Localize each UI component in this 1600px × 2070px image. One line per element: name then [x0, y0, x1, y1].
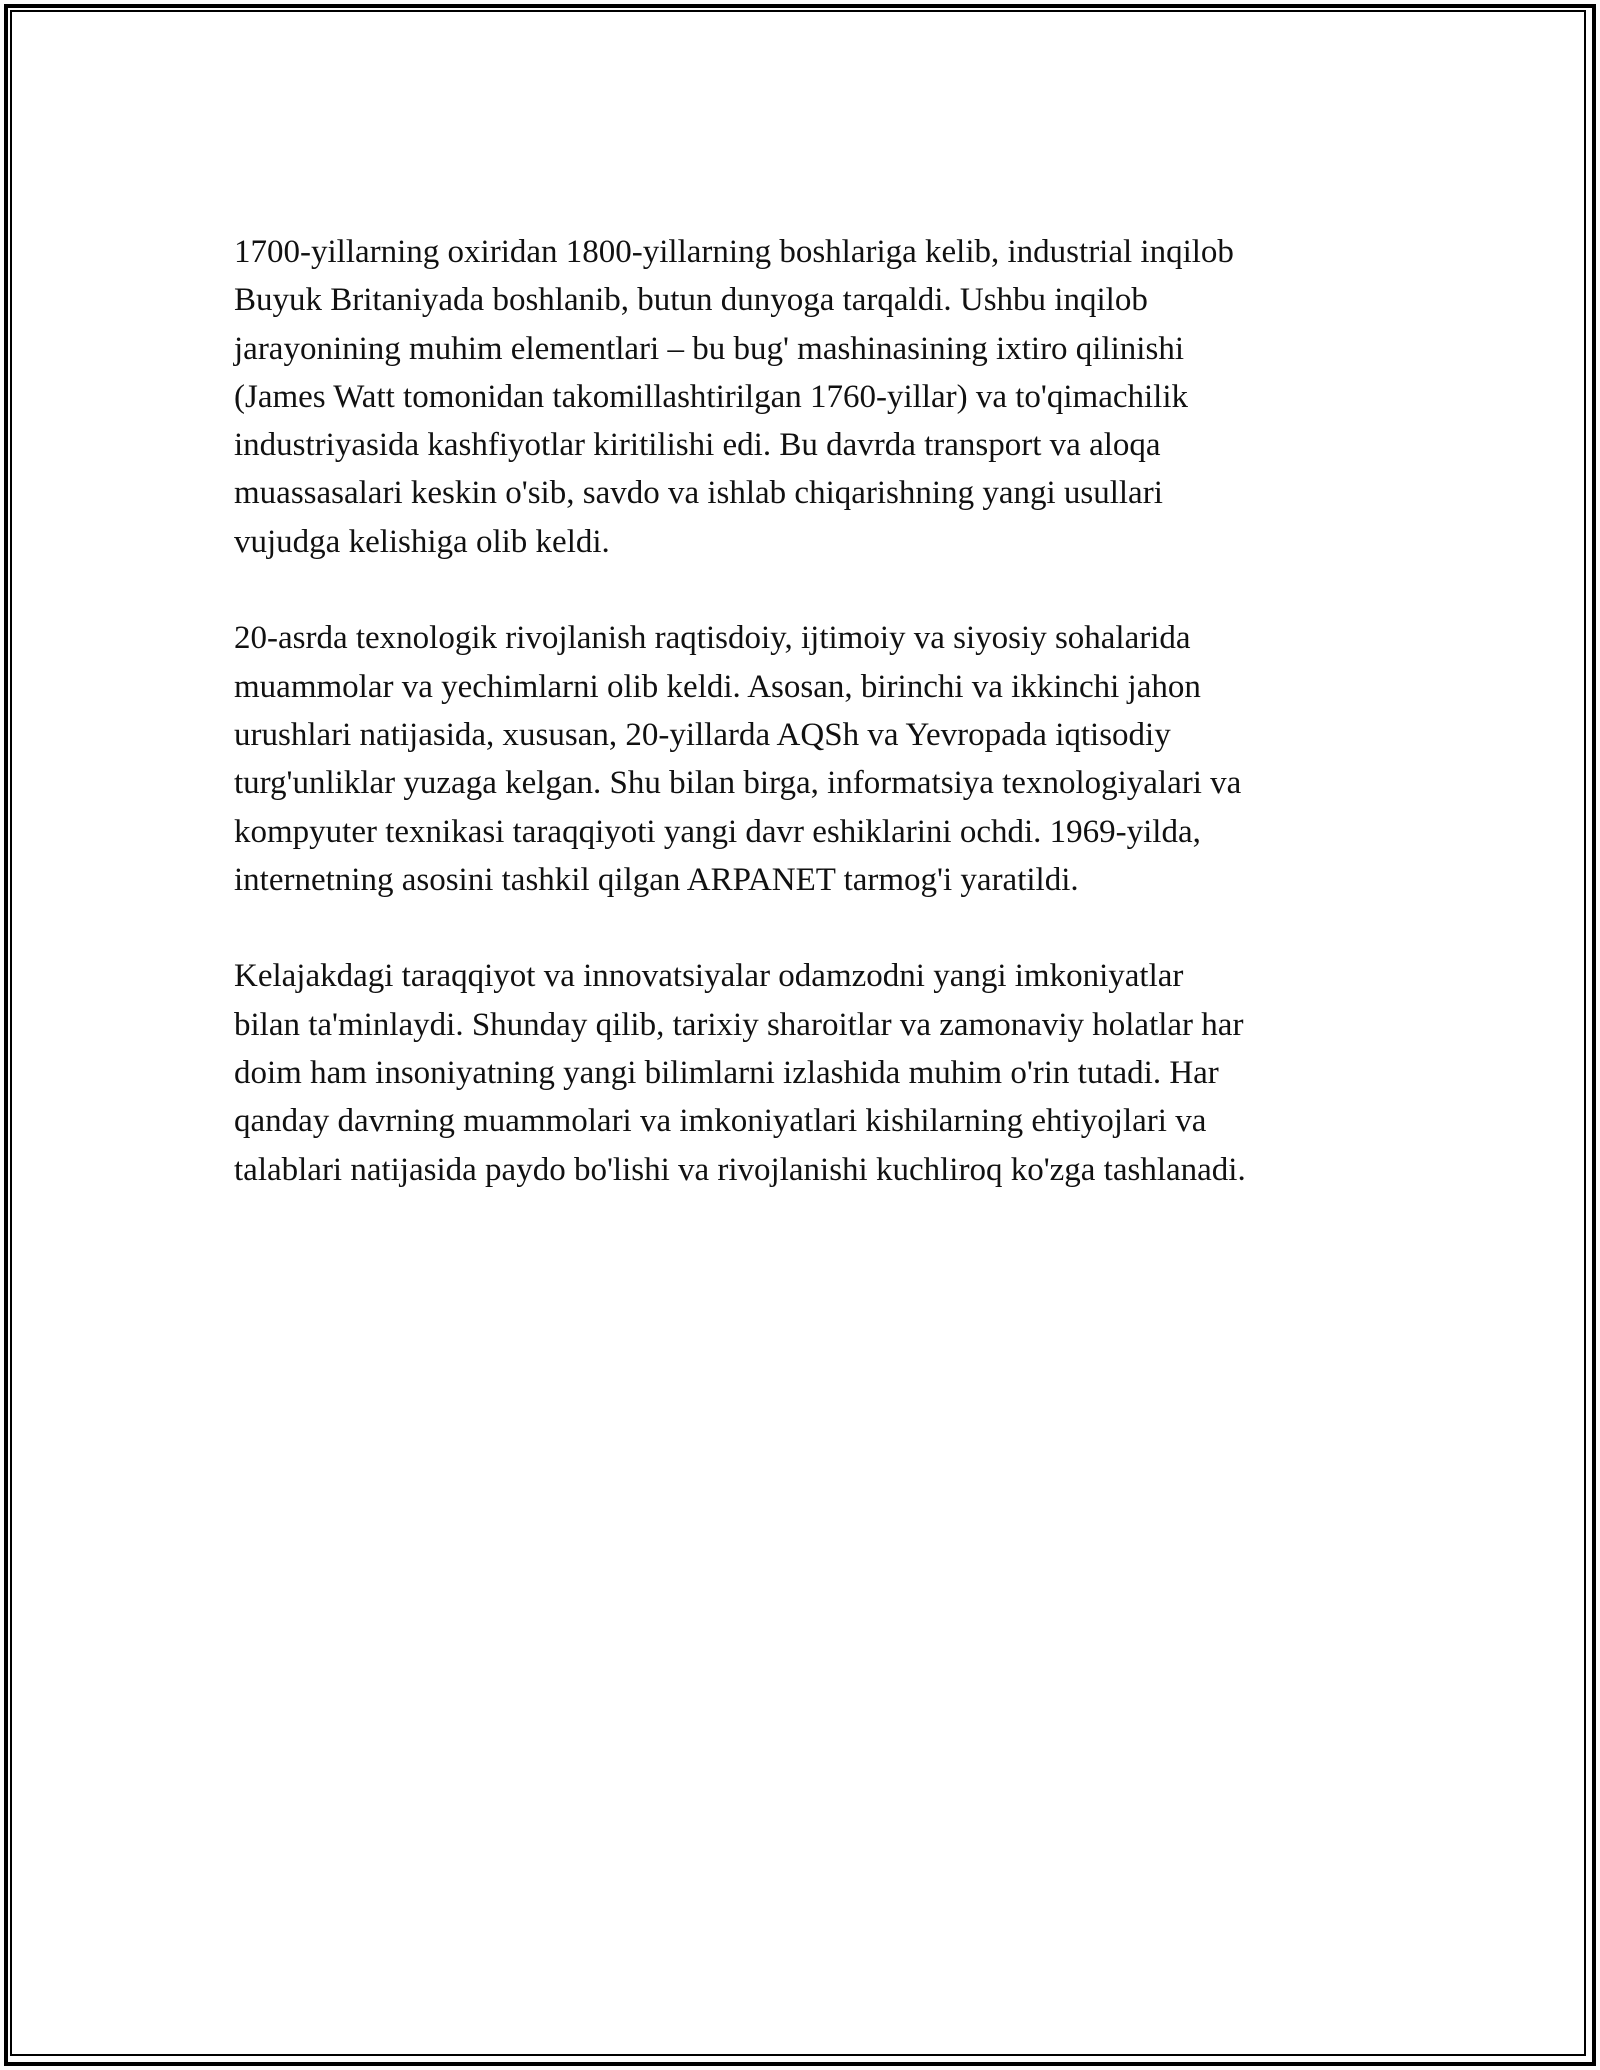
paragraph-industrial-revolution: [234, 228, 1374, 566]
paragraph-future: [234, 952, 1374, 1193]
text-line: muassasalari keskin o'sib, savdo va ishlab chiqarishning yangi usullari: [234, 475, 1163, 512]
text-line: urushlari natijasida, xususan, 20-yillarda AQSh va Yevropada iqtisodiy: [234, 716, 1171, 753]
text-line: Kelajakdagi taraqqiyot va innovatsiyalar odamzodni yangi imkoniyatlar: [234, 958, 1184, 995]
text-line: vujudga kelishiga olib keldi.: [234, 523, 610, 560]
text-line: internetning asosini tashkil qilgan ARPANET tarmog'i yaratildi.: [234, 861, 1079, 898]
paragraph-20th-century: [234, 614, 1374, 904]
text-line: doim ham insoniyatning yangi bilimlarni izlashida muhim o'rin tutadi. Har: [234, 1055, 1219, 1092]
text-line: 1700-yillarning oxiridan 1800-yillarning boshlariga kelib, industrial inqilob: [234, 234, 1234, 270]
text-line: (James Watt tomonidan takomillashtirilgan 1760-yillar) va to'qimachilik: [234, 378, 1188, 415]
text-line: talablari natijasida paydo bo'lishi va rivojlanishi kuchliroq ko'zga tashlanadi.: [234, 1151, 1246, 1188]
text-line: jarayonining muhim elementlari – bu bug' mashinasining ixtiro qilinishi: [234, 330, 1184, 367]
text-line: qanday davrning muammolari va imkoniyatlari kishilarning ehtiyojlari va: [234, 1103, 1207, 1140]
text-line: bilan ta'minlaydi. Shunday qilib, tarixiy sharoitlar va zamonaviy holatlar har: [234, 1006, 1244, 1043]
text-line: turg'unliklar yuzaga kelgan. Shu bilan birga, informatsiya texnologiyalari va: [234, 765, 1242, 802]
text-line: industriyasida kashfiyotlar kiritilishi edi. Bu davrda transport va aloqa: [234, 427, 1161, 464]
text-line: muammolar va yechimlarni olib keldi. Asosan, birinchi va ikkinchi jahon: [234, 668, 1201, 705]
document-body: [234, 228, 1374, 1242]
text-line: kompyuter texnikasi taraqqiyoti yangi davr eshiklarini ochdi. 1969-yilda,: [234, 813, 1201, 850]
text-line: 20-asrda texnologik rivojlanish raqtisdoiy, ijtimoiy va siyosiy sohalarida: [234, 620, 1191, 657]
text-line: Buyuk Britaniyada boshlanib, butun dunyoga tarqaldi. Ushbu inqilob: [234, 282, 1148, 319]
